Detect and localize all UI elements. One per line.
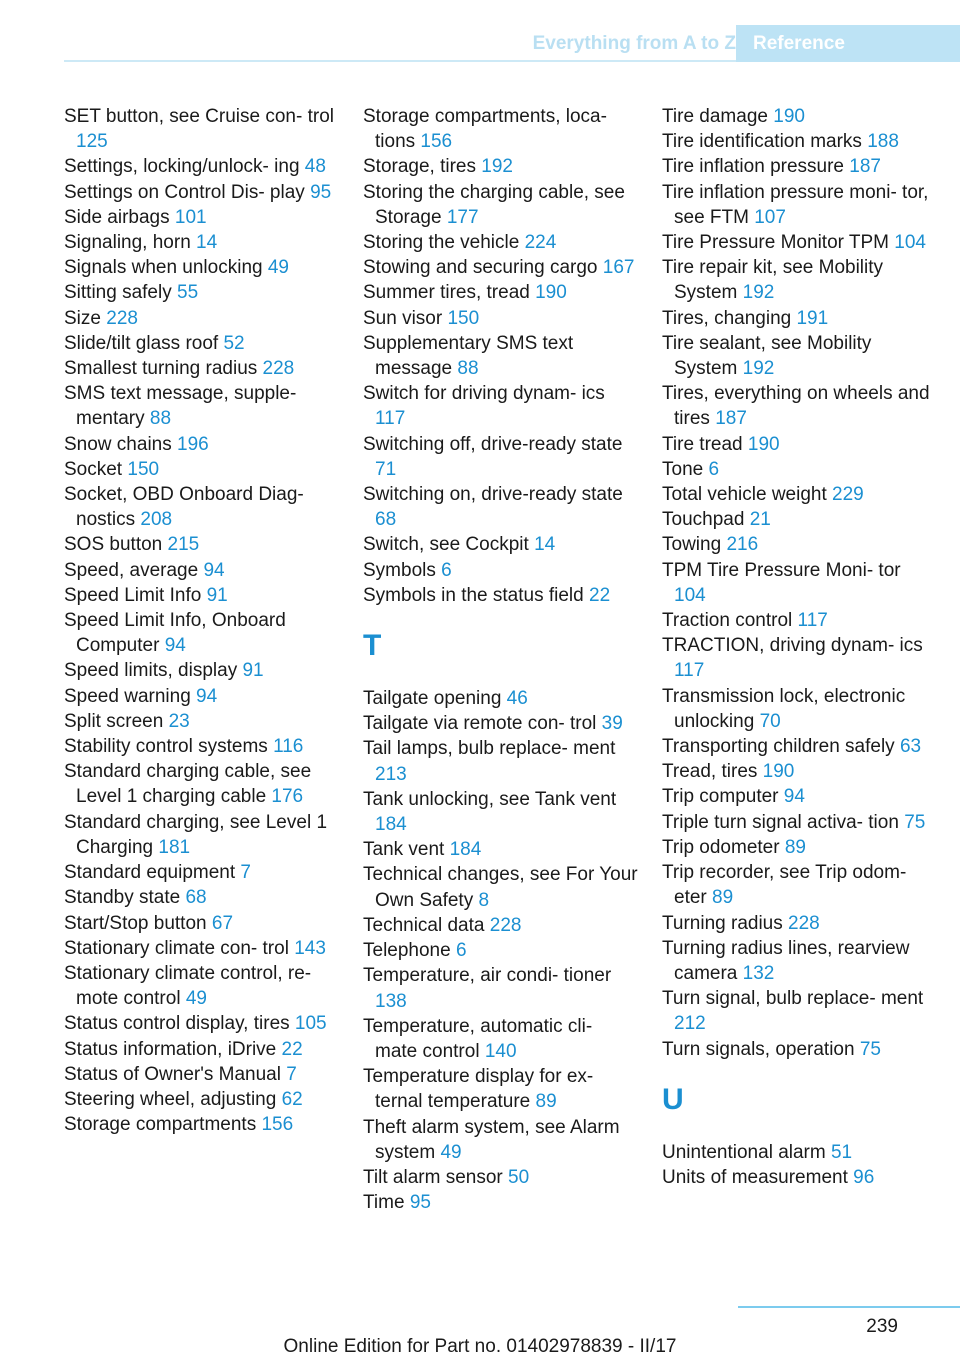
index-entry — [64, 961, 334, 1011]
index-entry-text: Tires, everything on wheels and tires — [662, 383, 930, 430]
index-entry-text: Socket — [64, 458, 123, 480]
index-page-link[interactable]: 191 — [796, 307, 829, 329]
index-entry — [363, 331, 638, 381]
index-page-link[interactable]: 46 — [506, 688, 528, 710]
index-entry — [363, 482, 638, 532]
index-page-link[interactable]: 143 — [294, 937, 326, 959]
index-entry — [64, 1011, 334, 1036]
index-entry-text: Summer tires, tread — [363, 282, 530, 304]
index-entry — [64, 684, 334, 709]
index-entry-text: Storing the charging cable, see Storage — [363, 181, 625, 228]
index-page-link[interactable]: 22 — [281, 1038, 303, 1060]
index-entry-text: Settings, locking/unlock‐ ing — [64, 156, 300, 178]
index-entry-text: TPM Tire Pressure Moni‐ tor — [662, 559, 901, 581]
index-entry-text: Start/Stop button — [64, 912, 207, 934]
index-entry-text: Storage, tires — [363, 156, 476, 178]
index-page-link[interactable]: 104 — [674, 584, 706, 606]
index-page-link[interactable]: 94 — [196, 685, 218, 707]
index-entry-text: Status control display, tires — [64, 1013, 290, 1035]
index-page-link[interactable]: 184 — [375, 814, 407, 836]
index-entry-text: Storing the vehicle — [363, 232, 520, 254]
header-section-title: Everything from A to Z — [532, 33, 736, 54]
index-entry — [64, 482, 334, 532]
index-page-link[interactable]: 22 — [589, 584, 611, 606]
index-entry — [662, 835, 932, 860]
index-entry-text: Tone — [662, 458, 704, 480]
index-entry — [662, 1140, 932, 1165]
index-page-link[interactable]: 14 — [196, 232, 218, 254]
index-page-link[interactable]: 190 — [747, 433, 780, 455]
index-page-link[interactable]: 51 — [830, 1141, 853, 1163]
index-page-link[interactable]: 228 — [262, 358, 295, 380]
index-entry — [363, 180, 638, 230]
index-page-link[interactable]: 67 — [211, 912, 234, 934]
index-entry — [662, 1165, 932, 1190]
index-page-link[interactable]: 101 — [174, 206, 207, 228]
index-page-link[interactable]: 68 — [185, 887, 207, 909]
index-page-link[interactable]: 95 — [310, 181, 332, 203]
index-entry — [64, 180, 334, 205]
index-entry-text: Tail lamps, bulb replace‐ ment — [363, 738, 616, 760]
index-entry-text: Stowing and securing cargo — [363, 257, 598, 279]
index-page-link[interactable]: 138 — [375, 990, 407, 1012]
index-entry — [363, 1014, 638, 1064]
index-entry — [363, 1115, 638, 1165]
index-entry-text: Turning radius lines, rearview camera — [662, 937, 910, 984]
index-entry-text: Signals when unlocking — [64, 257, 263, 279]
index-entry-text: Size — [64, 307, 101, 329]
index-page-link[interactable]: 62 — [281, 1088, 303, 1110]
index-entry-text: Standard equipment — [64, 862, 236, 884]
index-entry — [64, 658, 334, 683]
index-entry-text: Storage compartments — [64, 1114, 257, 1136]
index-entry — [363, 558, 638, 583]
index-entry-text: Tire inflation pressure moni‐ tor, see FTM — [662, 181, 929, 228]
index-page-link[interactable]: 216 — [726, 534, 759, 556]
index-entry — [363, 913, 638, 938]
index-entry-text: Temperature, automatic cli‐ mate control — [363, 1015, 593, 1062]
index-entry — [363, 230, 638, 255]
index-entry-text: Speed, average — [64, 559, 199, 581]
index-page-link[interactable]: 224 — [524, 232, 557, 254]
index-entry-text: Supplementary SMS text message — [363, 332, 574, 380]
index-page-link[interactable]: 176 — [271, 786, 304, 808]
index-entry-text: Tailgate opening — [363, 688, 502, 710]
index-page-link[interactable]: 177 — [446, 206, 479, 228]
index-entry — [363, 432, 638, 482]
index-entry — [64, 860, 334, 885]
footer-rule — [738, 1306, 960, 1308]
index-entry — [662, 911, 932, 936]
index-letter-heading: U — [662, 1082, 684, 1116]
index-entry-text: Stability control systems — [64, 736, 268, 758]
index-entry-text: Sitting safely — [64, 282, 172, 304]
index-page-link[interactable]: 117 — [797, 610, 828, 632]
index-entry-text: Triple turn signal activa‐ tion — [662, 811, 899, 833]
index-entry-text: Theft alarm system, see Alarm system — [363, 1116, 620, 1163]
index-page-link[interactable]: 96 — [853, 1166, 875, 1188]
index-entry-text: Storage compartments, loca‐ tions — [363, 106, 607, 153]
index-page-link[interactable]: 228 — [788, 912, 820, 934]
header-tab-reference[interactable]: Reference — [736, 25, 960, 62]
index-column-3 — [662, 104, 932, 1190]
index-entry-text: Symbols in the status field — [363, 584, 584, 606]
index-entry — [64, 608, 334, 658]
index-page-link[interactable]: 89 — [784, 836, 806, 858]
index-page-link[interactable]: 7 — [286, 1063, 297, 1085]
index-entry-text: Switch for driving dynam‐ ics — [363, 383, 605, 405]
index-page-link[interactable]: 156 — [261, 1114, 294, 1136]
index-page-link[interactable]: 21 — [749, 509, 771, 531]
index-entry — [363, 255, 638, 280]
index-entry — [64, 1112, 334, 1137]
index-page-link[interactable]: 75 — [904, 811, 926, 833]
index-entry-text: Stationary climate con‐ trol — [64, 937, 289, 959]
index-page-link[interactable]: 228 — [489, 914, 522, 936]
index-entry-text: Speed warning — [64, 685, 191, 707]
index-entry-text: Turn signal, bulb replace‐ ment — [662, 988, 924, 1010]
index-entry — [64, 532, 334, 557]
index-entry — [64, 936, 334, 961]
index-entry — [363, 787, 638, 837]
index-entry-text: Stationary climate control, re‐ mote control — [64, 962, 312, 1010]
index-entry-text: Sun visor — [363, 307, 443, 329]
index-entry-text: Tank vent — [363, 839, 445, 861]
index-page-link[interactable]: 23 — [168, 710, 190, 732]
edition-note: Online Edition for Part no. 01402978839 - II/17 — [283, 1336, 677, 1357]
index-entry-text: Tire inflation pressure — [662, 156, 844, 178]
index-page-link[interactable]: 91 — [206, 584, 228, 606]
index-entry-text: Turning radius — [662, 912, 783, 934]
index-page-link[interactable]: 215 — [167, 534, 200, 556]
index-entry-text: SMS text message, supple‐ mentary — [64, 383, 297, 430]
index-entry-text: Speed Limit Info, Onboard Computer — [64, 610, 286, 657]
index-entry-text: SET button, see Cruise con‐ trol — [64, 106, 334, 127]
index-entry — [64, 230, 334, 255]
index-entry-text: Symbols — [363, 559, 436, 581]
index-entry-text: Tire tread — [662, 433, 743, 455]
index-page-link[interactable]: 48 — [304, 156, 326, 178]
index-entry — [363, 736, 638, 786]
index-entry — [363, 154, 638, 179]
index-page-link[interactable]: 7 — [240, 862, 251, 884]
index-entry — [363, 280, 638, 305]
index-entry-text: Speed Limit Info — [64, 584, 202, 606]
index-page-link[interactable]: 55 — [177, 282, 199, 304]
index-entry — [662, 180, 932, 230]
index-page-link[interactable]: 167 — [602, 257, 635, 279]
index-entry — [64, 911, 334, 936]
index-page-link[interactable]: 39 — [601, 713, 623, 735]
index-entry — [662, 633, 932, 683]
index-page-link[interactable]: 88 — [457, 358, 479, 380]
index-entry-text: Trip odometer — [662, 836, 780, 858]
index-page-link[interactable]: 94 — [783, 786, 805, 808]
index-entry — [64, 255, 334, 280]
index-page-link[interactable]: 116 — [273, 736, 304, 758]
index-entry-text: Tire Pressure Monitor TPM — [662, 232, 889, 254]
index-page-link[interactable]: 104 — [894, 232, 926, 254]
index-entry-text: Switching off, drive-ready state — [363, 433, 623, 455]
index-entry — [662, 507, 932, 532]
index-entry-text: Status of Owner's Manual — [64, 1063, 281, 1085]
index-entry — [363, 532, 638, 557]
index-column-1 — [64, 104, 334, 1137]
index-page-link[interactable]: 94 — [203, 559, 225, 581]
index-entry — [64, 331, 334, 356]
index-page-link[interactable]: 71 — [375, 458, 397, 480]
index-page-link[interactable]: 8 — [478, 889, 490, 911]
index-page-link[interactable]: 6 — [441, 559, 452, 581]
index-entry — [64, 154, 334, 179]
index-entry — [64, 885, 334, 910]
index-entry — [64, 709, 334, 734]
index-entry — [363, 1165, 638, 1190]
index-entry-text: Tread, tires — [662, 761, 758, 783]
index-page-link[interactable]: 105 — [294, 1013, 327, 1035]
index-entry — [662, 608, 932, 633]
index-entry — [363, 686, 638, 711]
index-entry — [363, 711, 638, 736]
index-entry — [363, 862, 638, 912]
index-page-link[interactable]: 95 — [409, 1192, 431, 1214]
index-entry-text: Standard charging, see Level 1 Charging — [64, 811, 328, 858]
index-entry-text: Units of measurement — [662, 1166, 848, 1188]
index-entry — [64, 1087, 334, 1112]
index-entry — [662, 532, 932, 557]
index-entry — [64, 583, 334, 608]
index-entry-text: Transmission lock, electronic unlocking — [662, 685, 906, 732]
index-entry-text: Smallest turning radius — [64, 358, 258, 380]
index-entry-text: Technical data — [363, 914, 485, 936]
index-entry — [662, 784, 932, 809]
index-entry — [662, 860, 932, 910]
index-entry-text: Touchpad — [662, 509, 745, 531]
index-page-link[interactable]: 89 — [535, 1091, 557, 1113]
index-entry — [662, 331, 932, 381]
index-entry-text: Trip computer — [662, 786, 779, 808]
index-page-link[interactable]: 70 — [759, 710, 781, 732]
index-entry — [363, 837, 638, 862]
index-page-link[interactable]: 213 — [375, 763, 407, 785]
index-entry — [662, 684, 932, 734]
index-entry-text: Standard charging cable, see Level 1 charging cable — [64, 761, 312, 808]
index-entry — [662, 255, 932, 305]
index-page-link[interactable]: 94 — [164, 635, 186, 657]
index-entry-text: Technical changes, see For Your Own Safety — [363, 864, 638, 911]
index-page-link[interactable]: 63 — [899, 736, 922, 758]
index-page-link[interactable]: 229 — [832, 484, 864, 506]
index-page-link[interactable]: 6 — [455, 940, 467, 962]
index-entry-text: Snow chains — [64, 433, 172, 455]
index-entry — [662, 558, 932, 608]
index-page-link[interactable]: 196 — [177, 433, 209, 455]
index-entry — [64, 457, 334, 482]
index-page-link[interactable]: 150 — [127, 458, 160, 480]
index-entry — [662, 381, 932, 431]
index-page-link[interactable]: 208 — [140, 509, 173, 531]
index-entry — [363, 1064, 638, 1114]
index-entry — [662, 482, 932, 507]
index-entry — [662, 104, 932, 129]
index-page-link[interactable]: 88 — [149, 408, 172, 430]
index-page-link[interactable]: 192 — [742, 282, 775, 304]
index-entry — [64, 280, 334, 305]
index-page-link[interactable]: 190 — [762, 761, 795, 783]
index-entry-text: Tire repair kit, see Mobility System — [662, 257, 884, 304]
index-entry-text: Standby state — [64, 887, 181, 909]
index-entry — [662, 129, 932, 154]
index-page-link[interactable]: 156 — [420, 131, 453, 153]
index-entry-text: Turn signals, operation — [662, 1038, 855, 1060]
index-entry — [64, 205, 334, 230]
index-entry-text: SOS button — [64, 534, 163, 556]
index-page-link[interactable]: 140 — [484, 1040, 517, 1062]
page-number: 239 — [866, 1316, 898, 1337]
index-entry — [64, 432, 334, 457]
index-entry — [662, 734, 932, 759]
index-page-link[interactable]: 52 — [223, 332, 245, 354]
index-page-link[interactable]: 228 — [106, 307, 138, 329]
index-entry — [64, 381, 334, 431]
index-page-link[interactable]: 117 — [674, 660, 705, 682]
index-page-link[interactable]: 184 — [449, 839, 482, 861]
index-entry-text: Slide/tilt glass roof — [64, 332, 219, 354]
index-entry — [64, 104, 334, 154]
index-page-link[interactable]: 132 — [742, 962, 775, 984]
index-page-link[interactable]: 68 — [375, 509, 397, 531]
index-entry — [662, 1037, 932, 1062]
index-page-link[interactable]: 125 — [76, 131, 108, 153]
index-entry-text: Traction control — [662, 610, 793, 632]
index-entry — [64, 558, 334, 583]
index-entry-text: Tire damage — [662, 106, 768, 127]
index-entry-text: Speed limits, display — [64, 660, 238, 682]
index-entry — [662, 810, 932, 835]
index-entry-text: Tank unlocking, see Tank vent — [363, 788, 617, 810]
index-page-link[interactable]: 107 — [754, 206, 786, 228]
index-entry-text: Settings on Control Dis‐ play — [64, 181, 305, 203]
index-page-link[interactable]: 89 — [712, 887, 734, 909]
index-page-link[interactable]: 117 — [375, 408, 406, 430]
index-page-link[interactable]: 188 — [867, 131, 899, 153]
index-entry — [662, 936, 932, 986]
index-entry — [64, 306, 334, 331]
index-page-link[interactable]: 212 — [674, 1013, 706, 1035]
index-entry — [363, 306, 638, 331]
index-entry-text: TRACTION, driving dynam‐ ics — [662, 635, 923, 657]
index-entry-text: Status information, iDrive — [64, 1038, 277, 1060]
index-entry — [64, 734, 334, 759]
index-entry-text: Switching on, drive-ready state — [363, 484, 623, 506]
index-entry — [64, 759, 334, 809]
index-entry — [363, 938, 638, 963]
index-page-link[interactable]: 6 — [708, 458, 720, 480]
index-page-link[interactable]: 14 — [534, 534, 556, 556]
index-page-link[interactable]: 150 — [447, 307, 480, 329]
index-entry — [662, 432, 932, 457]
index-entry-text: Tires, changing — [662, 307, 792, 329]
index-page-link[interactable]: 187 — [849, 156, 881, 178]
index-entry-text: Switch, see Cockpit — [363, 534, 529, 556]
index-entry — [64, 1037, 334, 1062]
index-page-link[interactable]: 49 — [267, 257, 289, 279]
index-entry — [363, 104, 638, 154]
index-entry — [662, 154, 932, 179]
index-page-link[interactable]: 49 — [440, 1141, 462, 1163]
index-page-link[interactable]: 75 — [859, 1038, 881, 1060]
index-entry-text: Telephone — [363, 940, 451, 962]
index-page-link[interactable]: 190 — [535, 282, 567, 304]
index-entry-text: Side airbags — [64, 206, 170, 228]
index-entry-text: Tailgate via remote con‐ trol — [363, 713, 597, 735]
index-entry-text: Steering wheel, adjusting — [64, 1088, 277, 1110]
index-entry-text: Tire sealant, see Mobility System — [662, 332, 872, 380]
index-page-link[interactable]: 192 — [742, 358, 775, 380]
index-page-link[interactable]: 49 — [185, 988, 207, 1010]
index-entry — [662, 986, 932, 1036]
index-page-link[interactable]: 192 — [481, 156, 513, 178]
index-entry — [662, 306, 932, 331]
index-entry — [363, 583, 638, 608]
index-entry-text: Temperature display for ex‐ ternal temperature — [363, 1066, 594, 1113]
index-page-link[interactable]: 190 — [773, 106, 805, 127]
index-entry-text: Socket, OBD Onboard Diag‐ nostics — [64, 484, 304, 531]
index-entry — [64, 810, 334, 860]
index-letter-heading: T — [363, 629, 382, 663]
index-entry — [64, 356, 334, 381]
index-entry — [363, 1190, 638, 1215]
index-entry-text: Signaling, horn — [64, 232, 191, 254]
index-entry-text: Towing — [662, 534, 722, 556]
index-entry-text: Total vehicle weight — [662, 484, 827, 506]
index-entry — [64, 1062, 334, 1087]
index-column-2 — [363, 104, 638, 1215]
index-entry-text: Unintentional alarm — [662, 1141, 826, 1163]
index-entry — [662, 230, 932, 255]
index-entry-text: Split screen — [64, 710, 164, 732]
index-entry — [662, 759, 932, 784]
index-entry-text: Tilt alarm sensor — [363, 1166, 503, 1188]
index-entry-text: Time — [363, 1192, 405, 1214]
index-entry-text: Trip recorder, see Trip odom‐ eter — [662, 862, 907, 909]
index-entry-text: Tire identification marks — [662, 131, 862, 153]
index-page-link[interactable]: 91 — [242, 660, 264, 682]
index-entry-text: Transporting children safely — [662, 736, 895, 758]
index-entry — [363, 963, 638, 1013]
index-entry-text: Temperature, air condi‐ tioner — [363, 965, 612, 987]
index-page-link[interactable]: 50 — [508, 1166, 530, 1188]
index-page-link[interactable]: 187 — [715, 408, 747, 430]
index-entry — [662, 457, 932, 482]
index-entry — [363, 381, 638, 431]
index-page-link[interactable]: 181 — [158, 836, 191, 858]
